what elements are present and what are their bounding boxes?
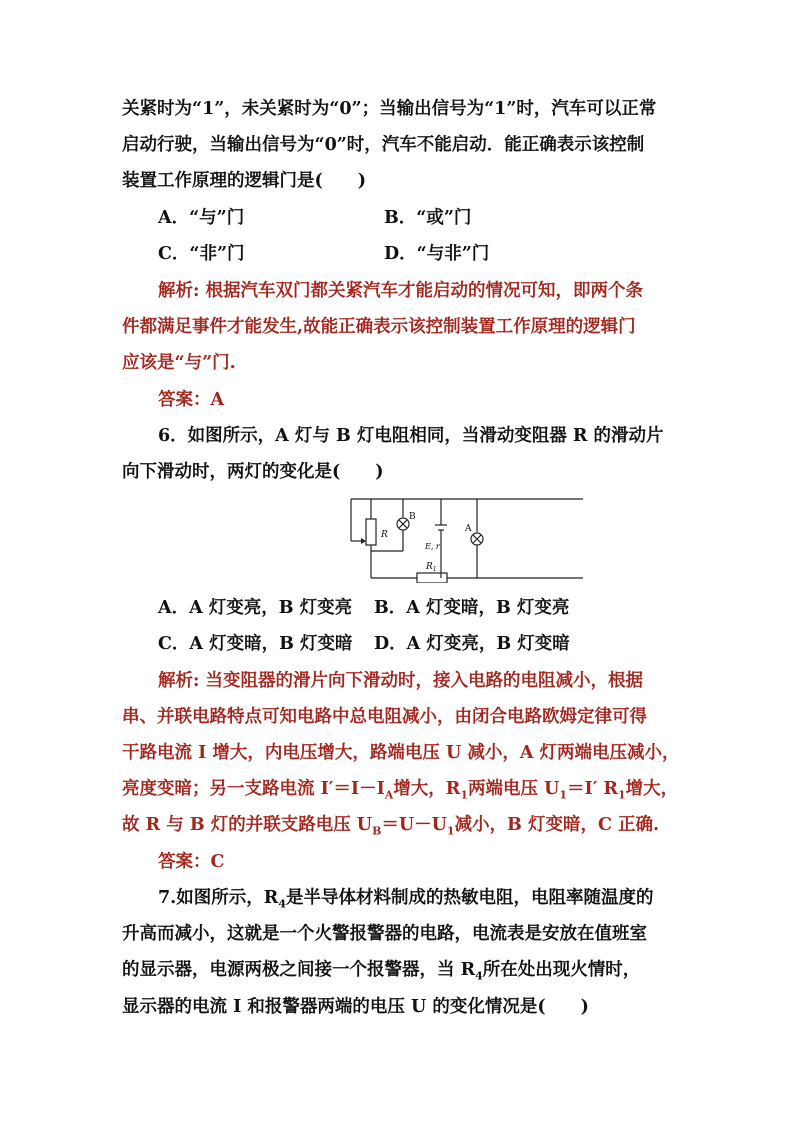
text-run: 所在处出现火情时，	[482, 960, 641, 980]
q6-option-d: D．A 灯变亮，B 灯变暗	[374, 634, 570, 654]
q5-option-b: B．“或”门	[384, 208, 472, 228]
answer-value: A	[210, 390, 225, 410]
q7-text-line3	[122, 958, 640, 989]
subscript: A	[384, 788, 394, 802]
analysis-label: 解析:	[158, 671, 200, 691]
q5-option-c: C．“非”门	[158, 244, 245, 264]
label-r1: $R_1$	[426, 562, 437, 573]
q6-analysis-line3: 干路电流 I 增大，内电压增大，路端电压 U 减小，A 灯两端电压减小，	[122, 743, 680, 763]
q6-answer	[158, 850, 224, 874]
label-b: B	[409, 512, 416, 522]
q6-text-line1: 6．如图所示，A 灯与 B 灯电阻相同，当滑动变阻器 R 的滑动片	[158, 426, 664, 446]
q5-analysis-line3: 应该是“与”门.	[122, 353, 236, 373]
q6-option-c: C．A 灯变暗，B 灯变暗	[158, 634, 353, 654]
subscript: 4	[475, 969, 483, 983]
subscript: 1	[559, 788, 568, 802]
q6-analysis-line5	[122, 813, 659, 844]
text-run: 的显示器，电源两极之间接一个报警器，当 R	[122, 960, 476, 980]
answer-label: 答案：	[158, 390, 211, 410]
subscript: 1	[617, 788, 626, 802]
q5-text-line2: 启动行驶，当输出信号为“0”时，汽车不能启动．能正确表示该控制	[122, 135, 645, 155]
analysis-text: 当变阻器的滑片向下滑动时，接入电路的电阻减小，根据	[199, 671, 644, 691]
q6-option-b: B．A 灯变暗，B 灯变亮	[374, 598, 570, 618]
q5-analysis-line2: 件都满足事件才能发生,故能正确表示该控制装置工作原理的逻辑门	[122, 317, 636, 337]
subscript: 4	[278, 897, 286, 911]
analysis-text: 根据汽车双门都关紧汽车才能启动的情况可知，即两个条	[199, 281, 644, 301]
analysis-label: 解析:	[158, 281, 200, 301]
subscript: B	[372, 824, 382, 838]
answer-label: 答案：	[158, 852, 211, 872]
q5-option-a: A．“与”门	[158, 208, 245, 228]
label-e-r: E, r	[425, 542, 440, 551]
text-run: 是半导体材料制成的热敏电阻，电阻率随温度的	[285, 888, 654, 908]
text-run: 增大，	[625, 779, 679, 799]
q6-analysis-line4	[122, 777, 678, 808]
label-a: A	[465, 524, 472, 534]
text-run: 减小，B 灯变暗，C 正确.	[454, 815, 660, 835]
text-run: 两端电压 U	[468, 779, 560, 799]
text-run: ＝U－U	[381, 815, 447, 835]
text-run: ＝I′ R	[567, 779, 618, 799]
q6-option-a: A．A 灯变亮，B 灯变亮	[158, 598, 353, 618]
q5-analysis-line1	[158, 279, 643, 303]
answer-value: C	[210, 852, 225, 872]
q5-text-line1: 关紧时为“1”，未关紧时为“0”；当输出信号为“1”时，汽车可以正常	[122, 99, 657, 119]
text-run: 7.如图所示，R	[158, 888, 279, 908]
q5-option-d: D．“与非”门	[384, 244, 490, 264]
text-run: 故 R 与 B 灯的并联支路电压 U	[122, 815, 373, 835]
q6-text-line2: 向下滑动时，两灯的变化是( )	[122, 462, 384, 482]
subscript: 1	[460, 788, 469, 802]
text-run: 亮度变暗；另一支路电流 I′＝I－I	[122, 779, 385, 799]
label-r: R	[381, 530, 388, 540]
q6-analysis-line2: 串、并联电路特点可知电路中总电阻减小，由闭合电路欧姆定律可得	[122, 707, 647, 727]
circuit-diagram	[347, 495, 587, 583]
q5-text-line3: 装置工作原理的逻辑门是( )	[122, 171, 367, 191]
q6-analysis-line1	[158, 669, 643, 693]
q7-text-line2: 升高而减小，这就是一个火警报警器的电路，电流表是安放在值班室	[122, 924, 647, 944]
text-run: 增大，R	[393, 779, 461, 799]
q5-answer	[158, 388, 224, 412]
q7-text-line4: 显示器的电流 I 和报警器两端的电压 U 的变化情况是( )	[122, 997, 589, 1017]
subscript: 1	[446, 824, 455, 838]
q7-text-line1	[158, 886, 653, 917]
